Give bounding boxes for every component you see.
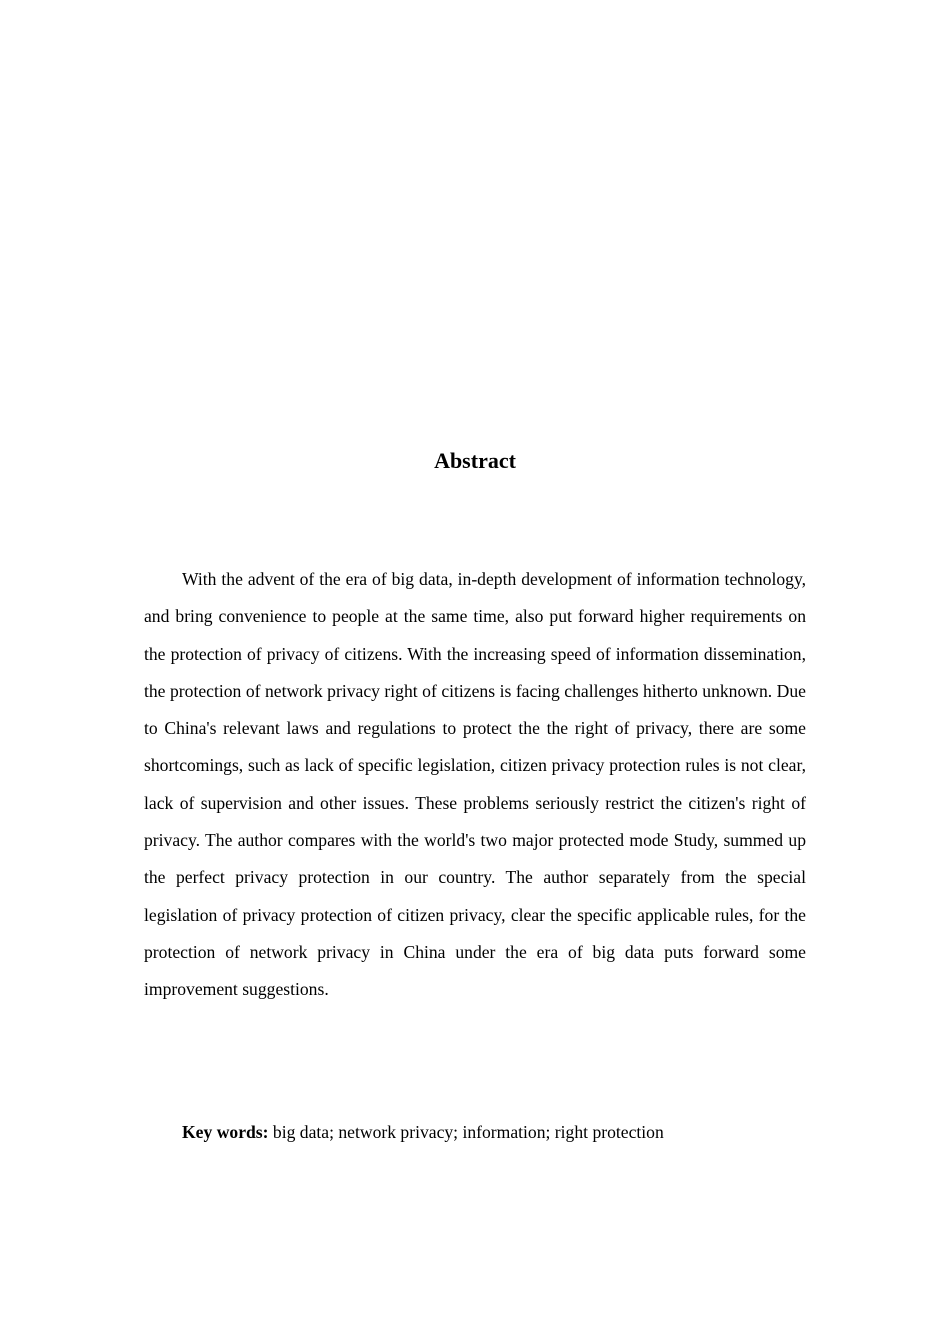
keywords-label: Key words: bbox=[182, 1122, 269, 1142]
abstract-body: With the advent of the era of big data, in-depth development of information technology, and bring convenience to people at the same time, also put forward higher requirements on the protection of privacy of citizens. With the increasing speed of information dissemination, the protection of network privacy right of citizens is facing challenges hitherto unknown. Due to China's relevant laws and regulations to protect the the right of privacy, there are some shortcomings, such as lack of specific legislation, citizen privacy protection rules is not clear, lack of supervision and other issues. These problems seriously restrict the citizen's right of privacy. The author compares with the world's two major protected mode Study, summed up the perfect privacy protection in our country. The author separately from the special legislation of privacy protection of citizen privacy, clear the specific applicable rules, for the protection of network privacy in China under the era of big data puts forward some improvement suggestions. bbox=[144, 569, 806, 1000]
keywords-text: big data; network privacy; information; right protection bbox=[268, 1122, 664, 1142]
abstract-title: Abstract bbox=[434, 448, 516, 473]
keywords-line bbox=[182, 1114, 806, 1150]
